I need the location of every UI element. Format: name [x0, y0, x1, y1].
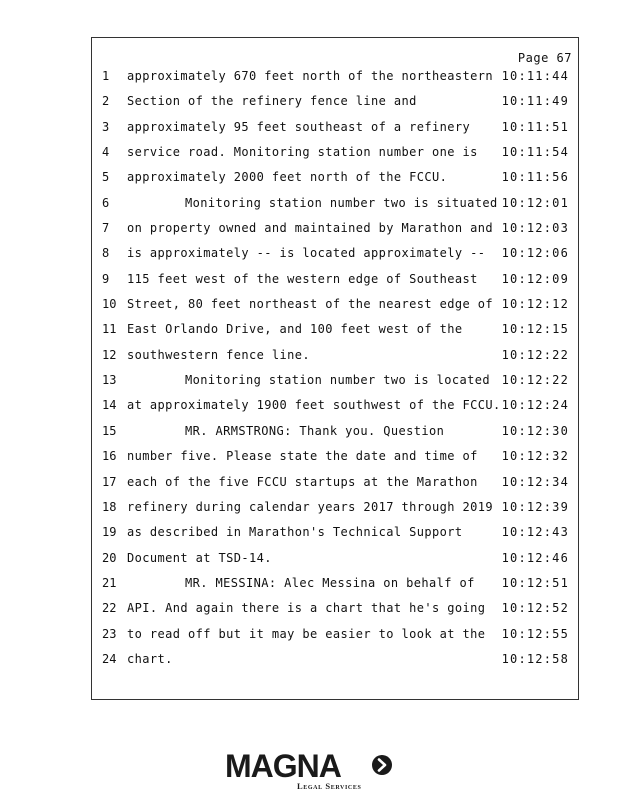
line-timestamp: 10:12:34: [501, 474, 569, 489]
line-timestamp: 10:12:06: [501, 246, 569, 261]
line-timestamp: 10:12:12: [501, 297, 569, 312]
line-text: as described in Marathon's Technical Support: [127, 525, 463, 540]
line-timestamp: 10:11:56: [501, 170, 569, 185]
line-timestamp: 10:12:24: [501, 398, 569, 413]
line-number: 16: [102, 449, 117, 464]
transcript-line: [92, 321, 578, 346]
line-timestamp: 10:12:43: [501, 525, 569, 540]
logo-subtext: Legal Services: [297, 781, 362, 791]
line-text: MR. MESSINA: Alec Messina on behalf of: [185, 575, 475, 590]
transcript-line: [92, 397, 578, 422]
page-number: Page 67: [517, 51, 572, 65]
transcript-line: [92, 347, 578, 372]
transcript-line: [92, 296, 578, 321]
transcript-line: [92, 68, 578, 93]
line-number: 11: [102, 322, 117, 337]
transcript-line: [92, 626, 578, 651]
transcript-line: [92, 144, 578, 169]
line-timestamp: 10:12:46: [501, 550, 569, 565]
line-number: 20: [102, 550, 117, 565]
line-text: Monitoring station number two is located: [185, 373, 490, 388]
transcript-line: [92, 600, 578, 625]
transcript-line: [92, 499, 578, 524]
logo-wordmark: MAGNA: [225, 748, 341, 784]
line-number: 9: [102, 271, 110, 286]
line-number: 21: [102, 575, 117, 590]
line-text: each of the five FCCU startups at the Marathon: [127, 474, 478, 489]
transcript-line: [92, 195, 578, 220]
transcript-line: [92, 119, 578, 144]
line-timestamp: 10:12:03: [501, 221, 569, 236]
transcript-line: [92, 550, 578, 575]
line-number: 6: [102, 195, 110, 210]
line-timestamp: 10:12:51: [501, 575, 569, 590]
line-timestamp: 10:12:09: [501, 271, 569, 286]
transcript-line: [92, 169, 578, 194]
line-text: East Orlando Drive, and 100 feet west of the: [127, 322, 463, 337]
line-number: 7: [102, 221, 110, 236]
line-number: 19: [102, 525, 117, 540]
line-number: 18: [102, 499, 117, 514]
line-timestamp: 10:12:52: [501, 601, 569, 616]
line-text: at approximately 1900 feet southwest of the FCCU.: [127, 398, 501, 413]
line-number: 5: [102, 170, 110, 185]
line-text: approximately 670 feet north of the northeastern: [127, 69, 493, 83]
line-number: 1: [102, 69, 110, 83]
transcript-line: [92, 220, 578, 245]
line-timestamp: 10:12:32: [501, 449, 569, 464]
line-number: 24: [102, 651, 117, 666]
transcript-line: [92, 245, 578, 270]
line-text: approximately 2000 feet north of the FCCU.: [127, 170, 448, 185]
line-number: 10: [102, 297, 117, 312]
transcript-line: [92, 575, 578, 600]
line-number: 8: [102, 246, 110, 261]
line-timestamp: 10:12:30: [501, 423, 569, 438]
line-timestamp: 10:11:44: [501, 69, 569, 83]
line-number: 17: [102, 474, 117, 489]
transcript-page: [91, 37, 579, 700]
line-timestamp: 10:12:22: [501, 347, 569, 362]
chevron-right-circle-icon: [371, 754, 393, 776]
line-text: approximately 95 feet southeast of a refinery: [127, 119, 471, 134]
magna-logo: [225, 748, 400, 793]
transcript-line: [92, 372, 578, 397]
line-text: service road. Monitoring station number one is: [127, 145, 478, 160]
line-text: API. And again there is a chart that he's going: [127, 601, 486, 616]
line-text: southwestern fence line.: [127, 347, 310, 362]
line-number: 4: [102, 145, 110, 160]
line-timestamp: 10:12:55: [501, 626, 569, 641]
transcript-lines: [92, 68, 578, 676]
line-timestamp: 10:12:39: [501, 499, 569, 514]
line-number: 22: [102, 601, 117, 616]
line-timestamp: 10:12:01: [501, 195, 569, 210]
line-timestamp: 10:12:58: [501, 651, 569, 666]
transcript-line: [92, 271, 578, 296]
line-timestamp: 10:12:22: [501, 373, 569, 388]
line-text: refinery during calendar years 2017 through 2019: [127, 499, 493, 514]
line-timestamp: 10:11:51: [501, 119, 569, 134]
line-text: Document at TSD-14.: [127, 550, 272, 565]
line-number: 14: [102, 398, 117, 413]
transcript-line: [92, 93, 578, 118]
line-timestamp: 10:11:54: [501, 145, 569, 160]
line-text: is approximately -- is located approximately --: [127, 246, 486, 261]
transcript-line: [92, 474, 578, 499]
line-number: 23: [102, 626, 117, 641]
line-text: on property owned and maintained by Marathon and: [127, 221, 493, 236]
line-text: to read off but it may be easier to look at the: [127, 626, 486, 641]
transcript-line: [92, 448, 578, 473]
line-text: number five. Please state the date and time of: [127, 449, 478, 464]
line-number: 12: [102, 347, 117, 362]
line-number: 2: [102, 94, 110, 109]
transcript-line: [92, 524, 578, 549]
line-text: chart.: [127, 651, 173, 666]
line-number: 3: [102, 119, 110, 134]
line-number: 13: [102, 373, 117, 388]
line-text: Street, 80 feet northeast of the nearest edge of: [127, 297, 493, 312]
line-text: MR. ARMSTRONG: Thank you. Question: [185, 423, 445, 438]
line-timestamp: 10:11:49: [501, 94, 569, 109]
line-number: 15: [102, 423, 117, 438]
line-text: Monitoring station number two is situated: [185, 195, 498, 210]
transcript-line: [92, 651, 578, 676]
transcript-line: [92, 423, 578, 448]
line-text: 115 feet west of the western edge of Southeast: [127, 271, 478, 286]
line-text: Section of the refinery fence line and: [127, 94, 417, 109]
line-timestamp: 10:12:15: [501, 322, 569, 337]
